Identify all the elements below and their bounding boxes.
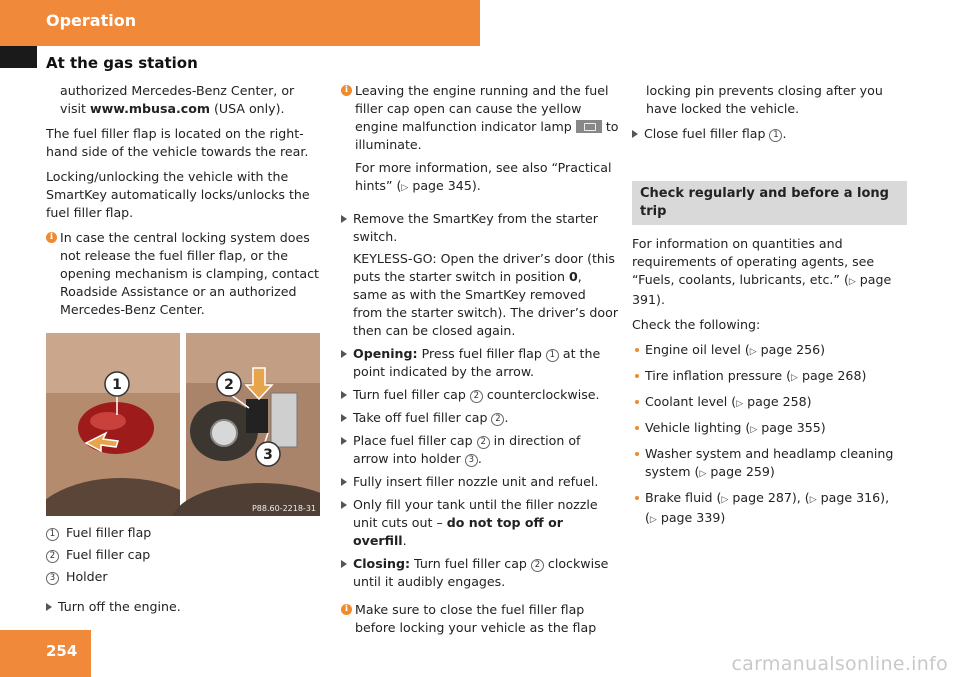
paragraph-cont: locking pin prevents closing after you have locked the vehicle. [646,83,883,116]
engine-malfunction-lamp-icon [576,120,602,133]
page-title: At the gas station [46,54,198,72]
list-item: Engine oil level (▷ page 256) [632,341,914,361]
bullet-icon [635,452,639,456]
step-remove-smartkey: Remove the SmartKey from the starter switch. KEYLESS-GO: Open the driver’s door (this puts the starter switch in position 0, same as with the SmartKey removed from the starter switch). The driver’s door then can be closed again. [341,210,619,340]
page-ref-arrow-icon: ▷ [401,183,409,193]
step-turn-cap: Turn fuel filler cap 2 counterclockwise. [341,386,619,404]
page-ref-arrow-icon: ▷ [791,373,798,383]
info-note: i In case the central locking system does not release the fuel filler flap, or the opening mechanism is clamping, contact Roadside Assistance or an authorized Mercedes-Benz Center. [46,229,324,319]
bullet-icon [635,400,639,404]
column-3 [632,82,914,535]
info-icon: i [46,232,57,243]
figure-code: P88.60-2218-31 [251,504,316,513]
callout-number: 3 [46,572,59,585]
legend-item: 2 Fuel filler cap [46,546,324,564]
column-1 [46,82,324,621]
bullet-icon [635,426,639,430]
page-ref-arrow-icon: ▷ [750,425,758,435]
page-ref-arrow-icon: ▷ [699,469,707,479]
bullet-icon [635,348,639,352]
step-arrow-icon [341,350,347,358]
list-item: Vehicle lighting (▷ page 355) [632,419,914,439]
bullet-icon [635,374,639,378]
mbusa-link[interactable]: www.mbusa.com [89,101,210,116]
step-take-off-cap: Take off fuel filler cap 2 . [341,409,619,427]
list-item: Washer system and headlamp cleaning system (▷ page 259) [632,445,914,483]
step-insert-nozzle: Fully insert filler nozzle unit and refuel. [341,473,619,491]
step-opening: Opening: Press fuel filler flap 1 at the point indicated by the arrow. [341,345,619,381]
step-fill-tank: Only fill your tank until the filler nozzle unit cuts out – do not top off or overfill. [341,496,619,550]
page-ref-arrow-icon: ▷ [649,515,657,525]
step-arrow-icon [46,603,52,611]
paragraph-check: Check the following: [632,317,761,332]
info-icon: i [341,85,352,96]
legend-item: 1 Fuel filler flap [46,524,324,542]
info-note: i Make sure to close the fuel filler flap before locking your vehicle as the flap [341,601,619,637]
page-ref-arrow-icon: ▷ [809,495,817,505]
step-arrow-icon [341,414,347,422]
step-place-cap: Place fuel filler cap 2 in direction of arrow into holder 3 . [341,432,619,468]
paragraph-intro: For information on quantities and requirements of operating agents, see “Fuels, coolants, lubricants, etc.” (▷ page 391). [632,236,892,307]
list-item: Tire inflation pressure (▷ page 268) [632,367,914,387]
page-number: 254 [46,642,78,660]
step-arrow-icon [341,501,347,509]
page-ref-arrow-icon: ▷ [848,277,856,287]
paragraph-cont: authorized Mercedes-Benz Center, or visit www.mbusa.com (USA only). [60,83,295,116]
list-item: Coolant level (▷ page 258) [632,393,914,413]
info-note: i Leaving the engine running and the fuel filler cap open can cause the yellow engine malfunction indicator lamp to illuminate. For more information, see also “Practical hints” (▷ page 345). [341,82,619,197]
section-heading: Check regularly and before a long trip [632,181,907,225]
step-arrow-icon [632,130,638,138]
step-arrow-icon [341,478,347,486]
callout-label: 3 [263,447,273,463]
paragraph-locking: Locking/unlocking the vehicle with the SmartKey automatically locks/unlocks the fuel filler flap. [46,169,310,220]
step-close-flap: Close fuel filler flap 1 . [632,125,914,143]
step-arrow-icon [341,391,347,399]
list-item: Brake fluid (▷ page 287), (▷ page 316), (▷ page 339) [632,489,914,529]
paragraph-location: The fuel filler flap is located on the right-hand side of the vehicle towards the rear. [46,126,309,159]
fuel-filler-figure [46,333,320,516]
step-arrow-icon [341,215,347,223]
callout-label: 1 [112,377,122,393]
step-arrow-icon [341,560,347,568]
callout-number: 2 [46,550,59,563]
callout-label: 2 [224,377,234,393]
step-turn-off-engine: Turn off the engine. [46,598,324,616]
watermark: carmanualsonline.info [731,653,948,675]
bullet-icon [635,496,639,500]
page-ref-arrow-icon: ▷ [721,495,729,505]
page-ref-arrow-icon: ▷ [736,399,744,409]
callout-number: 1 [46,528,59,541]
info-icon: i [341,604,352,615]
legend-item: 3 Holder [46,568,324,586]
page-ref-arrow-icon: ▷ [749,347,757,357]
header-tab [0,46,37,68]
step-closing: Closing: Turn fuel filler cap 2 clockwise until it audibly engages. [341,555,619,591]
section-title: Operation [46,11,137,30]
column-2 [341,82,619,644]
step-arrow-icon [341,437,347,445]
